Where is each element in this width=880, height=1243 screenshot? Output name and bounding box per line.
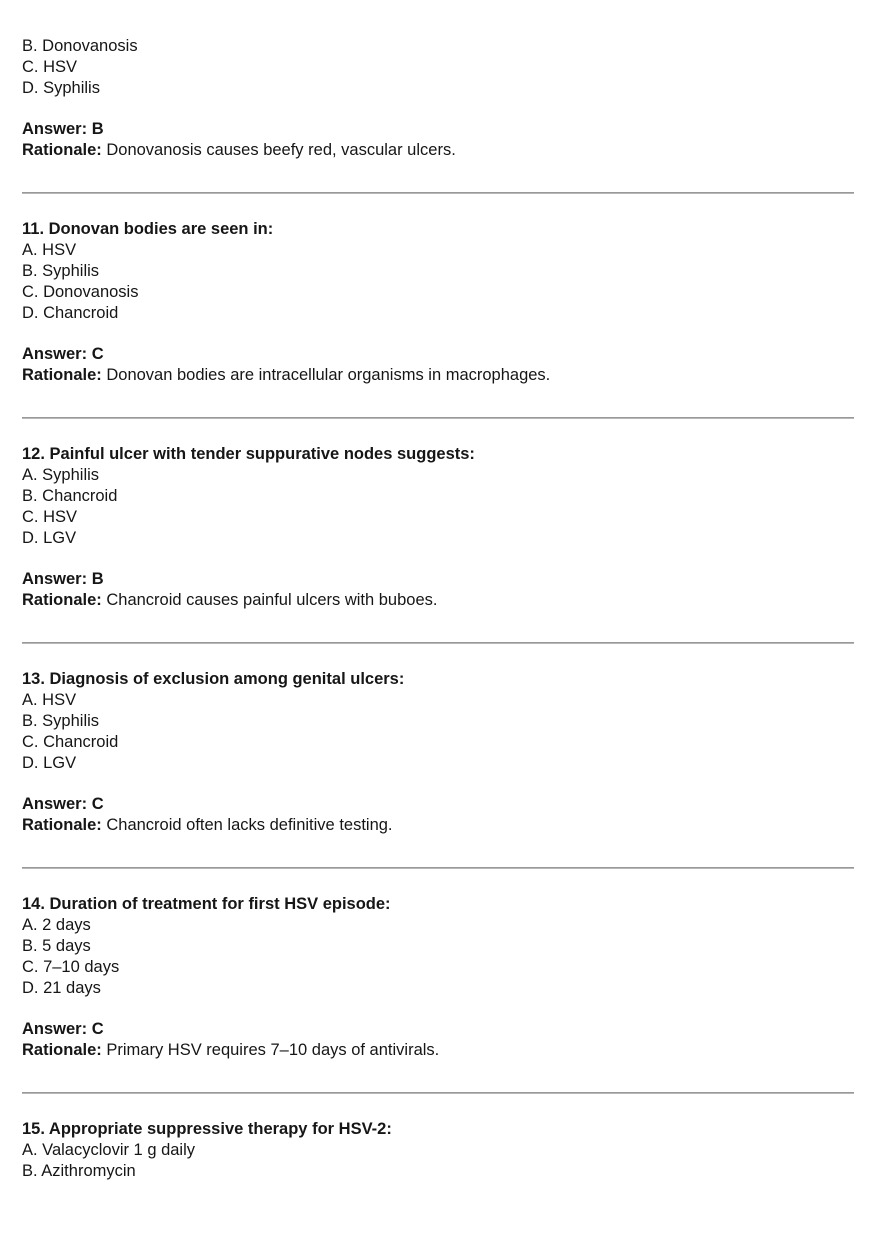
answer-line <box>22 794 854 815</box>
rationale-label: Rationale: <box>22 1041 102 1059</box>
section-divider <box>22 417 854 419</box>
option: D. LGV <box>22 754 77 772</box>
rationale-text: Chancroid often lacks definitive testing. <box>106 816 393 834</box>
rationale-label: Rationale: <box>22 816 102 834</box>
option: A. HSV <box>22 691 77 709</box>
answer-line <box>22 1019 854 1040</box>
option: C. 7–10 days <box>22 958 120 976</box>
question-block-13 <box>22 669 854 836</box>
option: B. Chancroid <box>22 487 118 505</box>
question-text: 13. Diagnosis of exclusion among genital ulcers: <box>22 670 405 688</box>
rationale-label: Rationale: <box>22 591 102 609</box>
option: A. Valacyclovir 1 g daily <box>22 1141 196 1159</box>
section-divider <box>22 867 854 869</box>
answer-line <box>22 344 854 365</box>
option: A. 2 days <box>22 916 91 934</box>
rationale-line <box>22 140 854 161</box>
answer-line <box>22 119 854 140</box>
answer-label: Answer: <box>22 570 88 588</box>
option: D. Syphilis <box>22 79 100 97</box>
answer-line <box>22 569 854 590</box>
question-text: 15. Appropriate suppressive therapy for HSV-2: <box>22 1120 392 1138</box>
answer-label: Answer: <box>22 795 88 813</box>
rationale-label: Rationale: <box>22 366 102 384</box>
option: B. Azithromycin <box>22 1162 136 1180</box>
rationale-line <box>22 365 854 386</box>
question-text: 11. Donovan bodies are seen in: <box>22 220 274 238</box>
rationale-label: Rationale: <box>22 141 102 159</box>
option: A. Syphilis <box>22 466 100 484</box>
answer-value: B <box>91 570 104 588</box>
option: A. HSV <box>22 241 77 259</box>
option: B. Syphilis <box>22 712 100 730</box>
question-block-12 <box>22 444 854 611</box>
answer-value: B <box>91 120 104 138</box>
answer-label: Answer: <box>22 345 88 363</box>
option: D. Chancroid <box>22 304 119 322</box>
answer-value: C <box>91 1020 104 1038</box>
rationale-line <box>22 815 854 836</box>
section-divider <box>22 192 854 194</box>
section-divider <box>22 642 854 644</box>
question-block-15-partial <box>22 1119 854 1182</box>
option: C. Donovanosis <box>22 283 139 301</box>
answer-value: C <box>91 345 104 363</box>
rationale-text: Donovanosis causes beefy red, vascular ulcers. <box>106 141 456 159</box>
option: C. HSV <box>22 508 78 526</box>
option: D. 21 days <box>22 979 101 997</box>
question-block-14 <box>22 894 854 1061</box>
rationale-text: Donovan bodies are intracellular organisms in macrophages. <box>106 366 551 384</box>
question-block-11 <box>22 219 854 386</box>
rationale-text: Primary HSV requires 7–10 days of antivirals. <box>106 1041 440 1059</box>
rationale-line <box>22 590 854 611</box>
question-text: 14. Duration of treatment for first HSV episode: <box>22 895 391 913</box>
answer-value: C <box>91 795 104 813</box>
section-divider <box>22 1092 854 1094</box>
question-block-10-partial <box>22 36 854 161</box>
answer-label: Answer: <box>22 120 88 138</box>
answer-label: Answer: <box>22 1020 88 1038</box>
option: C. HSV <box>22 58 78 76</box>
rationale-text: Chancroid causes painful ulcers with buboes. <box>106 591 438 609</box>
option: B. Syphilis <box>22 262 100 280</box>
option: B. Donovanosis <box>22 37 138 55</box>
rationale-line <box>22 1040 854 1061</box>
option: D. LGV <box>22 529 77 547</box>
option: C. Chancroid <box>22 733 119 751</box>
question-text: 12. Painful ulcer with tender suppurative nodes suggests: <box>22 445 475 463</box>
option: B. 5 days <box>22 937 91 955</box>
